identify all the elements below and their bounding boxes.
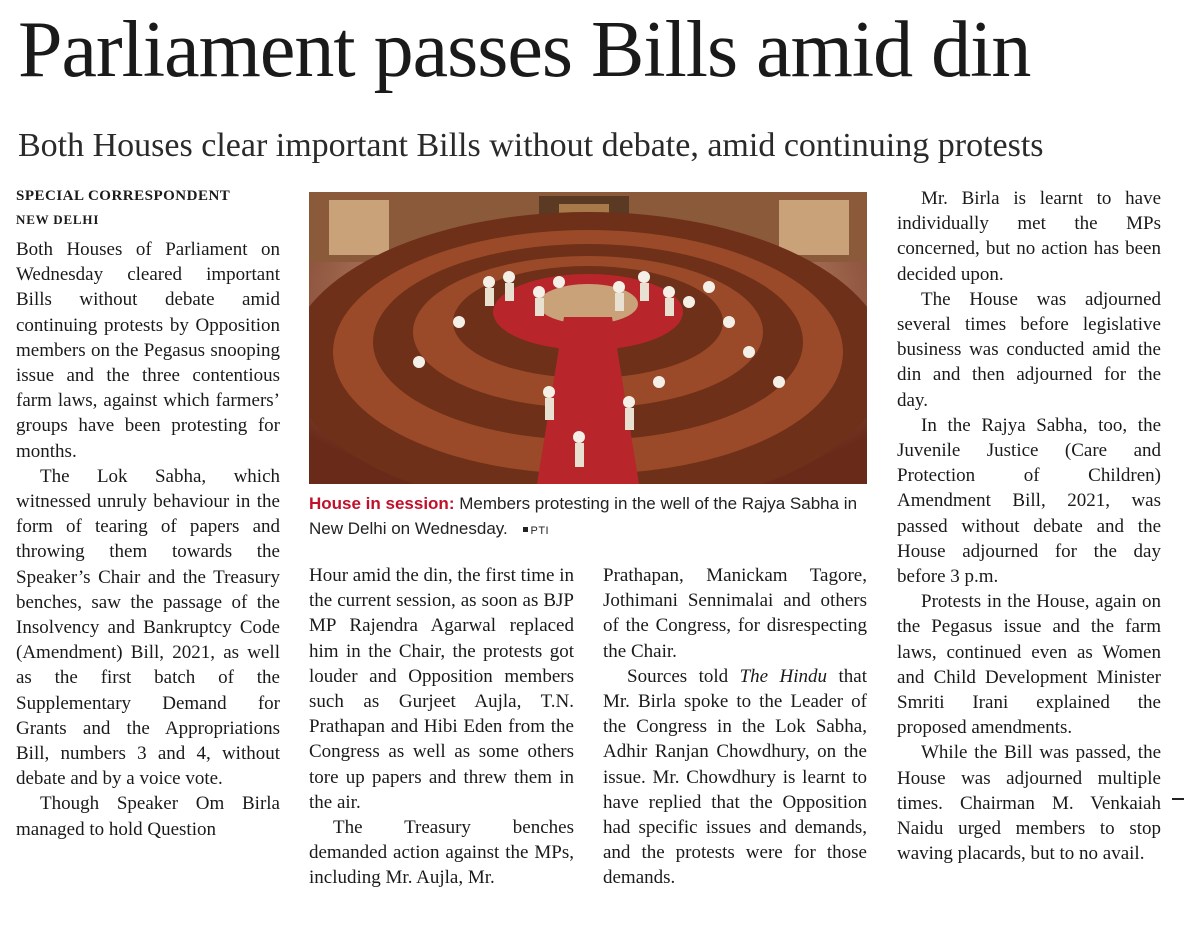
paragraph: In the Rajya Sabha, too, the Juvenile Justice (Care and Protection of Children) Amendment Bill, 2021, was passed without debate and the House adjourned for the day before 3 p.m. bbox=[897, 414, 1161, 588]
caption-text: Members protesting in the well of the Rajya Sabha in New Delhi on Wednesday. bbox=[309, 494, 858, 538]
byline: SPECIAL CORRESPONDENT bbox=[16, 188, 231, 204]
headline: Parliament passes Bills amid din bbox=[18, 6, 1031, 94]
paragraph: Both Houses of Parliament on Wednesday cleared important Bills without debate amid continuing protests by Opposition members on the Pegasus snooping issue and the three contentious farm laws, against which farmers’ groups have been protesting for months. bbox=[16, 239, 280, 462]
text-run: Sources told bbox=[627, 665, 740, 687]
paragraph: Mr. Birla is learnt to have individually met the MPs concerned, but no action has been decided upon. bbox=[897, 188, 1161, 285]
publication-name: The Hindu bbox=[739, 665, 828, 687]
deck: Both Houses clear important Bills without debate, amid continuing protests bbox=[18, 127, 1044, 164]
paragraph: Protests in the House, again on the Pegasus issue and the farm laws, continued even as Women and Child Development Minister Smriti Irani explained the proposed amendments. bbox=[897, 591, 1161, 739]
credit-square-icon bbox=[523, 527, 528, 532]
paragraph: The Treasury benches demanded action against the MPs, including Mr. Aujla, Mr. bbox=[309, 817, 574, 889]
article-column-3 bbox=[603, 563, 867, 891]
paragraph: Though Speaker Om Birla managed to hold Question bbox=[16, 793, 280, 840]
paragraph: The Lok Sabha, which witnessed unruly behaviour in the form of tearing of papers and throwing them towards the Speaker’s Chair and the Treasury benches, saw the passage of the Insolvency and Bankruptcy Code (Amendment) Bill, 2021, as well as the first batch of the Supplementary Demand for Grants and the Appropriations Bill, numbers 3 and 4, without debate and by a voice vote. bbox=[16, 465, 280, 790]
text-run: that Mr. Birla spoke to the Leader of the Congress in the Lok Sabha, Adhir Ranjan Chowdhury, on the issue. Mr. Chowdhury is learnt to have replied that the Opposition had specific issues and demands, and the protests were for those demands. bbox=[603, 665, 867, 889]
article-column-4 bbox=[897, 186, 1161, 866]
caption-lead: House in session: bbox=[309, 494, 455, 513]
article-column-2 bbox=[309, 563, 574, 891]
dateline: NEW DELHI bbox=[16, 212, 100, 227]
paragraph: The House was adjourned several times before legislative business was conducted amid the din and then adjourned for the day. bbox=[897, 288, 1161, 411]
paragraph: Hour amid the din, the first time in the current session, as soon as BJP MP Rajendra Agarwal replaced him in the Chair, the protests got louder and Opposition members such as Gurjeet Aujla, T.N. Prathapan and Hibi Eden from the Congress as well as some others tore up papers and threw them in the air. bbox=[309, 565, 574, 813]
news-photo bbox=[309, 192, 867, 484]
paragraph: Prathapan, Manickam Tagore, Jothimani Sennimalai and others of the Congress, for disrespecting the Chair. bbox=[603, 565, 867, 662]
paragraph bbox=[603, 664, 867, 891]
article-column-1 bbox=[16, 237, 280, 842]
photo-credit: PTI bbox=[530, 525, 550, 537]
photo-caption bbox=[309, 491, 869, 544]
paragraph: While the Bill was passed, the House was adjourned multiple times. Chairman M. Venkaiah Naidu urged members to stop waving placards, but to no avail. bbox=[897, 742, 1161, 865]
continuation-dash bbox=[1172, 798, 1184, 800]
parliament-photo-illustration bbox=[309, 192, 867, 484]
